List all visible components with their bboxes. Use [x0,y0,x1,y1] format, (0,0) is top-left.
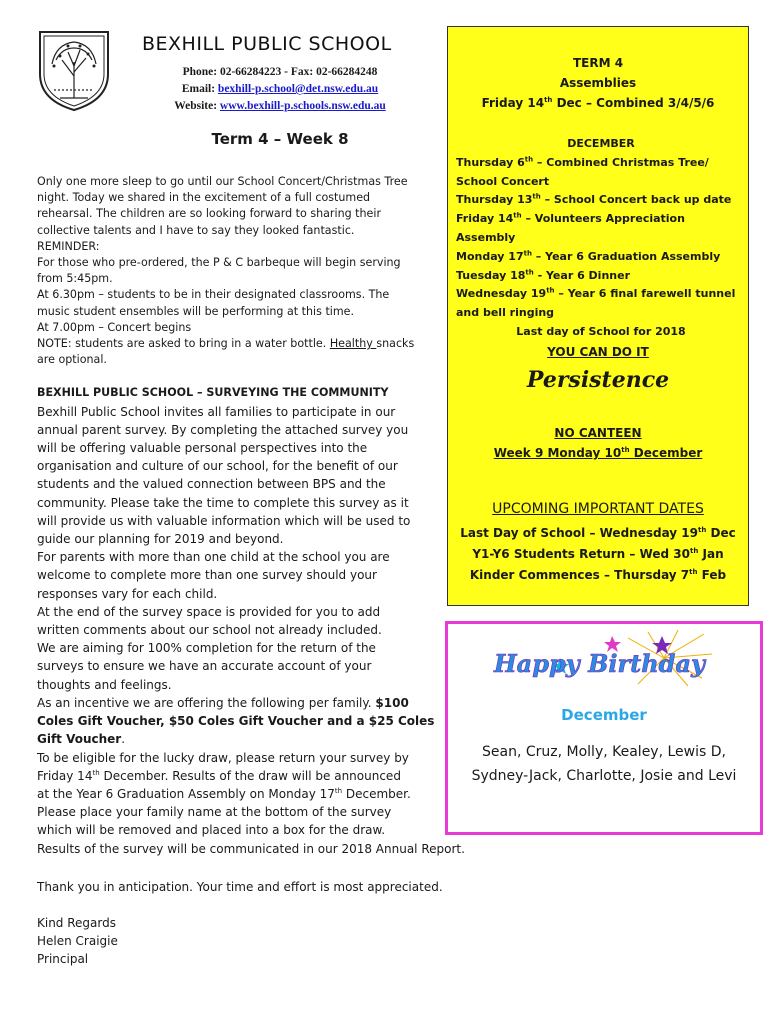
ordinal-suffix: th [546,286,555,295]
you-can-do-it [448,345,748,359]
persistence-heading: Persistence [526,367,670,393]
draw-line: Please place your family name at the bottom of the survey [37,805,392,820]
assembly-text: Dec – Combined 3/4/5/6 [552,96,715,110]
draw-line [37,785,437,803]
ordinal-suffix: th [525,267,534,276]
birthday-names: Sean, Cruz, Molly, Kealey, Lewis D, Sydney-Jack, Charlotte, Josie and Levi [471,744,737,784]
survey-line: thoughts and feelings. [37,677,172,692]
school-logo [32,26,116,112]
ordinal-suffix: th [513,211,522,220]
event-line [456,267,746,286]
upcoming-text: UPCOMING IMPORTANT DATES [492,501,704,517]
intro-line: At 6.30pm – students to be in their designated classrooms. The [37,288,390,302]
website-label: Website: [174,100,220,112]
intro-line: music student ensembles will be performing at this time. [37,304,355,318]
ordinal-suffix: th [532,192,541,201]
survey-line: community. Please take the time to complete this survey as it [37,495,409,510]
survey-line: written comments about our school not already included. [37,623,382,638]
event-text: and bell ringing [456,306,555,320]
ordinal-suffix: th [689,547,699,555]
event-line [456,173,746,192]
event-line [456,304,746,323]
incentive-end: . [121,732,126,747]
survey-line: guide our planning for 2019 and beyond. [37,532,284,547]
event-text: School Concert [456,174,550,188]
ordinal-suffix: th [544,96,553,104]
incentive-bold: Coles Gift Voucher, $50 Coles Gift Voucher and a $25 Coles [37,714,435,729]
event-text: – Combined Christmas Tree/ [533,155,709,169]
last-day-line: Last day of School for 2018 [516,324,686,338]
survey-line: surveys to ensure we have an accurate account of your [37,659,372,674]
assembly-text: Friday 14 [481,96,545,110]
date-text: Last Day of School – Wednesday 19 [460,526,699,540]
draw-text: December. Results of the draw will be announced [99,768,401,783]
event-text: – Volunteers Appreciation Assembly [456,212,685,244]
event-line [456,154,746,173]
survey-line: At the end of the survey space is provided for you to add [37,604,381,619]
event-text: Wednesday 19 [456,287,547,301]
email-link[interactable]: bexhill-p.school@det.nsw.edu.au [217,83,379,95]
intro-section [37,174,437,368]
event-line [456,191,746,210]
no-canteen: NO CANTEEN [554,426,642,440]
survey-line: annual parent survey. By completing the attached survey you [37,422,409,437]
thanks-line: Thank you in anticipation. Your time and effort is most appreciated. [37,879,443,894]
intro-line: For those who pre-ordered, the P & C barbeque will begin serving [37,256,401,270]
principal-name: Helen Craigie [37,934,118,949]
december-heading: DECEMBER [567,137,635,150]
note-text: NOTE: students are asked to bring in a water bottle. [37,337,330,351]
term-label: TERM 4 [572,56,624,70]
canteen-notice [448,423,748,463]
intro-line: from 5:45pm. [37,272,113,286]
assemblies-block [448,53,748,113]
canteen-date [448,443,748,463]
incentive-line [37,730,437,748]
survey-line: will be offering valuable personal perspectives into the [37,441,368,456]
website-link[interactable]: www.bexhill-p.schools.nsw.edu.au [219,100,386,112]
ordinal-suffix: th [524,155,534,164]
email-line [130,81,430,98]
upcoming-heading [448,501,748,517]
ordinal-suffix: th [523,249,532,258]
incentive-line [37,694,437,712]
date-line [448,565,748,586]
event-text: Monday 17 [456,249,524,263]
canteen-text: December [629,446,703,460]
event-line [456,285,746,304]
date-text: Dec [706,526,736,540]
survey-line: will provide us with valuable information which will be used to [37,513,411,528]
survey-line: organisation and culture of our school, for the benefit of our [37,459,398,474]
main-content [37,174,465,969]
results-line: Results of the survey will be communicated in our 2018 Annual Report. [37,841,465,856]
date-line [448,523,748,544]
event-text: Friday 14 [456,212,514,226]
birthday-month: December [561,706,647,724]
survey-line: Bexhill Public School invites all families to participate in our [37,404,396,419]
event-text: Tuesday 18 [456,268,526,282]
ordinal-suffix: th [334,786,343,795]
assemblies-label: Assemblies [559,76,637,90]
december-events [456,135,746,342]
draw-line: To be eligible for the lucky draw, please return your survey by [37,750,409,765]
birthday-box [445,621,763,835]
ordinal-suffix: th [92,768,100,777]
intro-line: collective talents and I have to say they looked fantastic. [37,223,355,237]
intro-line: At 7.00pm – Concert begins [37,320,192,334]
incentive-text: As an incentive we are offering the following per family. [37,695,376,710]
email-label: Email: [181,83,218,95]
event-text: – Year 6 Graduation Assembly [531,249,721,263]
assembly-date [448,93,748,113]
intro-line: Only one more sleep to go until our School Concert/Christmas Tree [37,175,408,188]
intro-line: rehearsal. The children are so looking forward to sharing their [37,207,382,221]
events-sidebar [447,26,749,606]
survey-heading: BEXHILL PUBLIC SCHOOL – SURVEYING THE COMMUNITY [37,386,389,400]
survey-line: students and the valued connection between BPS and the [37,477,386,492]
incentive-bold: Gift Voucher [37,732,122,747]
survey-line: welcome to complete more than one survey should your [37,568,377,583]
survey-line: responses vary for each child. [37,586,218,601]
happy-birthday-text: Happy Birthday [494,649,705,678]
page-title: Term 4 – Week 8 [211,130,349,148]
date-line [448,544,748,565]
draw-text: Friday 14 [37,768,93,783]
note-underlined: Healthy [329,337,377,351]
event-text: Thursday 6 [456,155,525,169]
intro-line: night. Today we shared in the excitement of a full costumed [37,191,371,205]
event-text: Thursday 13 [456,193,533,207]
signature-block [37,914,437,969]
contact-details [130,64,430,115]
intro-note [37,336,437,352]
happy-birthday-art [488,628,718,692]
survey-section [37,384,465,857]
date-text: Y1-Y6 Students Return – Wed 30 [472,547,690,561]
event-text: - Year 6 Dinner [533,268,630,282]
intro-line: REMINDER: [37,239,100,253]
incentive-line [37,712,437,730]
event-line [456,248,746,267]
draw-text: at the Year 6 Graduation Assembly on Monday 17 [37,786,335,801]
note-text-after: snacks [376,337,415,351]
event-line [456,210,746,248]
upcoming-dates [448,523,748,586]
school-name: BEXHILL PUBLIC SCHOOL [142,33,392,55]
principal-title: Principal [37,952,89,967]
event-text: – Year 6 final farewell tunnel [554,287,736,301]
survey-line: We are aiming for 100% completion for the return of the [37,641,376,656]
ordinal-suffix: th [698,526,707,534]
draw-line [37,767,437,785]
date-text: Jan [698,547,724,561]
event-text: – School Concert back up date [540,193,732,207]
draw-text: December. [342,786,411,801]
intro-note-end: are optional. [37,353,107,367]
draw-line: which will be removed and placed into a box for the draw. [37,823,386,838]
phone-line: Phone: 02-66284223 - Fax: 02-66284248 [182,66,378,78]
ordinal-suffix: th [621,446,630,454]
survey-line: For parents with more than one child at the school you are [37,550,390,565]
canteen-text: Week 9 Monday 10 [493,446,622,460]
date-text: Kinder Commences – Thursday 7 [469,568,690,582]
ordinal-suffix: th [689,568,698,576]
website-line [130,98,430,115]
regards: Kind Regards [37,915,116,930]
you-can-do-it-text: YOU CAN DO IT [547,345,649,359]
incentive-bold: $100 [375,695,409,710]
date-text: Feb [697,568,727,582]
